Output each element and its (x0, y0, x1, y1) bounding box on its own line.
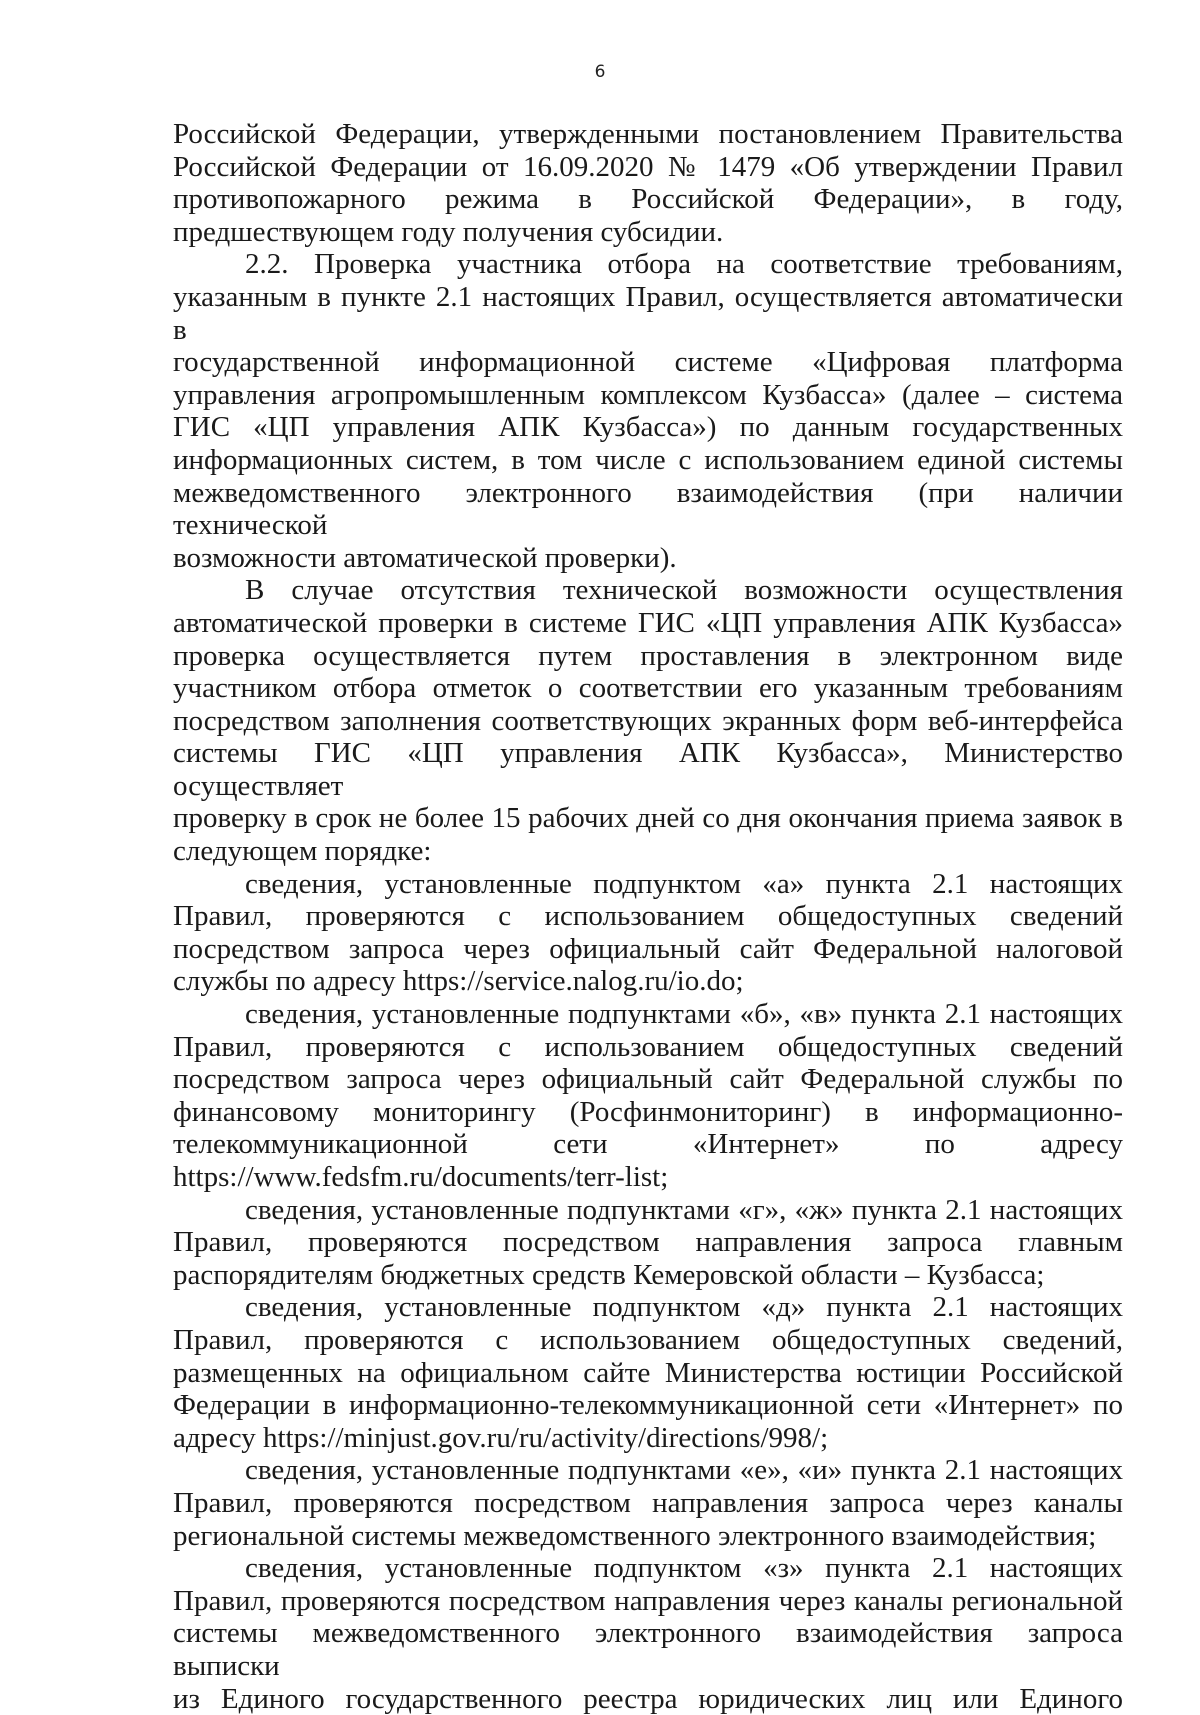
text-line: посредством запроса через официальный сайт Федеральной службы по (173, 1063, 1123, 1096)
text-line: сведения, установленные подпунктами «г», «ж» пункта 2.1 настоящих (173, 1194, 1123, 1227)
text-line: Российской Федерации, утвержденными постановлением Правительства (173, 118, 1123, 151)
text-line: Правил, проверяются посредством направления запроса главным (173, 1226, 1123, 1259)
document-body (173, 118, 1123, 1715)
text-line: распорядителям бюджетных средств Кемеровской области – Кузбасса; (173, 1259, 1123, 1292)
text-line: Правил, проверяются посредством направления через каналы региональной (173, 1585, 1123, 1618)
text-line: противопожарного режима в Российской Федерации», в году, (173, 183, 1123, 216)
text-line: размещенных на официальном сайте Министерства юстиции Российской (173, 1357, 1123, 1390)
text-line: Правил, проверяются посредством направления запроса через каналы (173, 1487, 1123, 1520)
text-line: посредством заполнения соответствующих экранных форм веб-интерфейса (173, 705, 1123, 738)
text-line: ГИС «ЦП управления АПК Кузбасса») по данным государственных (173, 411, 1123, 444)
text-line: региональной системы межведомственного электронного взаимодействия; (173, 1520, 1123, 1553)
text-line: межведомственного электронного взаимодействия (при наличии технической (173, 477, 1123, 542)
text-line: службы по адресу https://service.nalog.ru/io.do; (173, 965, 1123, 998)
text-line: из Единого государственного реестра юридических лиц или Единого (173, 1683, 1123, 1715)
text-line: сведения, установленные подпунктом «д» пункта 2.1 настоящих (173, 1291, 1123, 1324)
text-line: сведения, установленные подпунктом «а» пункта 2.1 настоящих (173, 868, 1123, 901)
text-line: возможности автоматической проверки). (173, 542, 1123, 575)
text-line: Российской Федерации от 16.09.2020 № 1479 «Об утверждении Правил (173, 151, 1123, 184)
text-line: телекоммуникационной сети «Интернет» по адресу (173, 1128, 1123, 1161)
text-line: https://www.fedsfm.ru/documents/terr-list; (173, 1161, 1123, 1194)
text-line: системы межведомственного электронного взаимодействия запроса выписки (173, 1617, 1123, 1682)
text-line: Правил, проверяются с использованием общедоступных сведений (173, 1031, 1123, 1064)
text-line: проверку в срок не более 15 рабочих дней со дня окончания приема заявок в (173, 802, 1123, 835)
text-line: государственной информационной системе «Цифровая платформа (173, 346, 1123, 379)
text-line: Правил, проверяются с использованием общедоступных сведений (173, 900, 1123, 933)
page-number: 6 (0, 62, 1200, 82)
text-line: управления агропромышленным комплексом Кузбасса» (далее – система (173, 379, 1123, 412)
text-line: системы ГИС «ЦП управления АПК Кузбасса», Министерство осуществляет (173, 737, 1123, 802)
text-line: сведения, установленные подпунктами «е», «и» пункта 2.1 настоящих (173, 1454, 1123, 1487)
text-line: 2.2. Проверка участника отбора на соответствие требованиям, (173, 248, 1123, 281)
text-line: В случае отсутствия технической возможности осуществления (173, 574, 1123, 607)
text-line: указанным в пункте 2.1 настоящих Правил, осуществляется автоматически в (173, 281, 1123, 346)
text-line: предшествующем году получения субсидии. (173, 216, 1123, 249)
text-line: адресу https://minjust.gov.ru/ru/activity/directions/998/; (173, 1422, 1123, 1455)
text-line: проверка осуществляется путем проставления в электронном виде (173, 640, 1123, 673)
text-line: автоматической проверки в системе ГИС «ЦП управления АПК Кузбасса» (173, 607, 1123, 640)
text-line: участником отбора отметок о соответствии его указанным требованиям (173, 672, 1123, 705)
text-line: следующем порядке: (173, 835, 1123, 868)
text-line: сведения, установленные подпунктами «б», «в» пункта 2.1 настоящих (173, 998, 1123, 1031)
text-line: финансовому мониторингу (Росфинмониторинг) в информационно- (173, 1096, 1123, 1129)
text-line: Федерации в информационно-телекоммуникационной сети «Интернет» по (173, 1389, 1123, 1422)
text-line: информационных систем, в том числе с использованием единой системы (173, 444, 1123, 477)
text-line: посредством запроса через официальный сайт Федеральной налоговой (173, 933, 1123, 966)
text-line: Правил, проверяются с использованием общедоступных сведений, (173, 1324, 1123, 1357)
text-line: сведения, установленные подпунктом «з» пункта 2.1 настоящих (173, 1552, 1123, 1585)
